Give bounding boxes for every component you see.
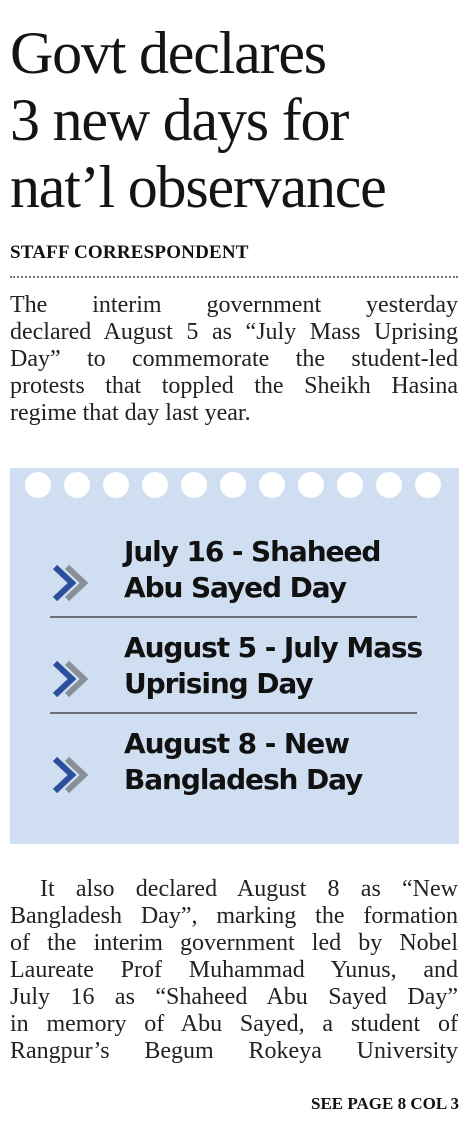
binder-hole bbox=[415, 472, 441, 498]
binder-hole bbox=[103, 472, 129, 498]
headline-line: 3 new days for bbox=[10, 87, 349, 153]
headline bbox=[10, 20, 465, 221]
observance-item-line: August 8 - New bbox=[124, 727, 349, 760]
double-chevron-right-icon bbox=[50, 756, 94, 794]
body-line: Laureate Prof Muhammad Yunus, and bbox=[10, 957, 458, 983]
binder-hole bbox=[25, 472, 51, 498]
item-divider bbox=[50, 616, 417, 618]
observance-item-text bbox=[124, 534, 380, 606]
observance-days-notepad bbox=[10, 468, 459, 844]
body-paragraph bbox=[10, 876, 458, 1065]
double-chevron-right-icon bbox=[50, 660, 94, 698]
observance-item-line: Bangladesh Day bbox=[124, 763, 363, 796]
observance-item-july-mass-uprising-day bbox=[50, 630, 423, 722]
body-line: of the interim government led by Nobel bbox=[10, 930, 458, 956]
byline: STAFF CORRESPONDENT bbox=[10, 242, 249, 263]
intro-line: The interim government yesterday bbox=[10, 292, 458, 318]
observance-item-line: Uprising Day bbox=[124, 667, 313, 700]
binder-hole bbox=[298, 472, 324, 498]
body-line: in memory of Abu Sayed, a student of bbox=[10, 1011, 458, 1037]
continuation-note[interactable]: SEE PAGE 8 COL 3 bbox=[311, 1094, 459, 1113]
item-divider bbox=[50, 712, 417, 714]
observance-item-line: August 5 - July Mass bbox=[124, 631, 423, 664]
binder-hole bbox=[259, 472, 285, 498]
intro-line: declared August 5 as “July Mass Uprising bbox=[10, 319, 458, 345]
observance-item-text bbox=[124, 630, 422, 702]
body-line: July 16 as “Shaheed Abu Sayed Day” bbox=[10, 984, 458, 1010]
observance-item-text bbox=[124, 726, 362, 798]
body-line: Rangpur’s Begum Rokeya University bbox=[10, 1038, 458, 1064]
body-line: It also declared August 8 as “New bbox=[40, 876, 458, 902]
double-chevron-right-icon bbox=[50, 564, 94, 602]
binder-hole bbox=[142, 472, 168, 498]
intro-line: protests that toppled the Sheikh Hasina bbox=[10, 373, 458, 399]
body-line: Bangladesh Day”, marking the formation bbox=[10, 903, 458, 929]
headline-line: Govt declares bbox=[10, 20, 326, 86]
binder-hole bbox=[64, 472, 90, 498]
intro-line: regime that day last year. bbox=[10, 400, 251, 426]
binder-hole bbox=[220, 472, 246, 498]
binder-hole bbox=[337, 472, 363, 498]
observance-item-new-bangladesh-day bbox=[50, 726, 420, 818]
binder-hole bbox=[376, 472, 402, 498]
observance-item-line: Abu Sayed Day bbox=[124, 571, 346, 604]
binder-hole bbox=[181, 472, 207, 498]
observance-item-line: July 16 - Shaheed bbox=[124, 535, 381, 568]
headline-line: nat’l observance bbox=[10, 154, 386, 220]
intro-line: Day” to commemorate the student-led bbox=[10, 346, 458, 372]
dotted-divider bbox=[10, 276, 458, 278]
intro-paragraph bbox=[10, 292, 458, 427]
observance-item-abu-sayed-day bbox=[50, 534, 420, 626]
